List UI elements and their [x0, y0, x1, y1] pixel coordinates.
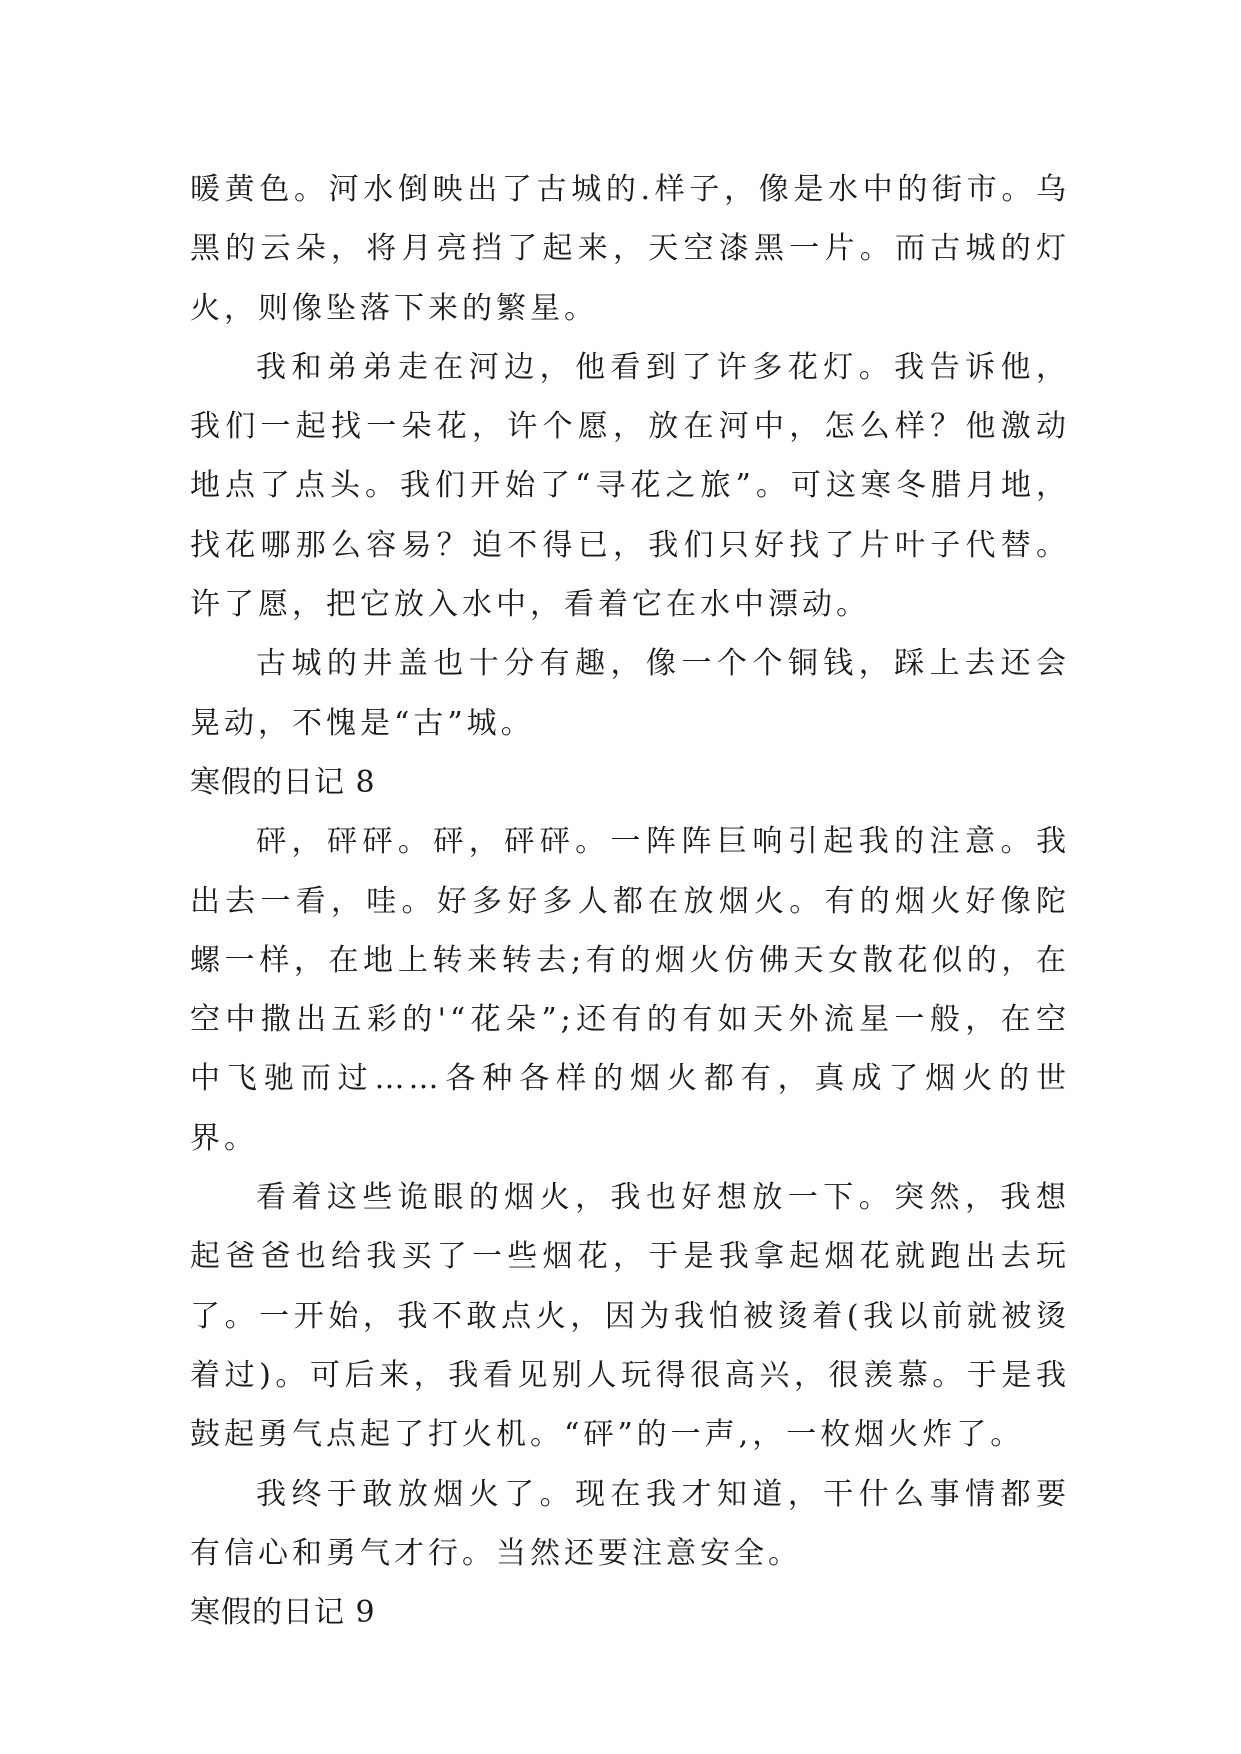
paragraph: 暖黄色。河水倒映出了古城的.样子，像是水中的街市。乌黑的云朵，将月亮挡了起来，天空漆黑一片。而古城的灯火，则像坠落下来的繁星。 — [190, 172, 1070, 326]
paragraph: 看着这些诡眼的烟火，我也好想放一下。突然，我想起爸爸也给我买了一些烟花，于是我拿起烟花就跑出去玩了。一开始，我不敢点火，因为我怕被烫着(我以前就被烫着过)。可后来，我看见别人玩得很高兴，很羡慕。于是我鼓起勇气点起了打火机。“砰”的一声,，一枚烟火炸了。 — [190, 1180, 1070, 1453]
section-heading: 寒假的日记 8 — [190, 764, 376, 800]
paragraph: 砰，砰砰。砰，砰砰。一阵阵巨响引起我的注意。我出去一看，哇。好多好多人都在放烟火。有的烟火好像陀螺一样，在地上转来转去;有的烟火仿佛天女散花似的，在空中撒出五彩的'“花朵”;还有的有如天外流星一般，在空中飞驰而过……各种各样的烟火都有，真成了烟火的世界。 — [190, 824, 1070, 1156]
paragraph: 我和弟弟走在河边，他看到了许多花灯。我告诉他，我们一起找一朵花，许个愿，放在河中，怎么样？他激动地点了点头。我们开始了“寻花之旅”。可这寒冬腊月地，找花哪那么容易？迫不得已，我们只好找了片叶子代替。许了愿，把它放入水中，看着它在水中漂动。 — [190, 349, 1070, 623]
paragraph: 古城的井盖也十分有趣，像一个个铜钱，踩上去还会晃动，不愧是“古”城。 — [190, 646, 1070, 741]
section-heading: 寒假的日记 9 — [190, 1595, 376, 1631]
document-body — [190, 160, 1070, 1642]
paragraph: 我终于敢放烟火了。现在我才知道，干什么事情都要有信心和勇气才行。当然还要注意安全。 — [190, 1476, 1070, 1571]
